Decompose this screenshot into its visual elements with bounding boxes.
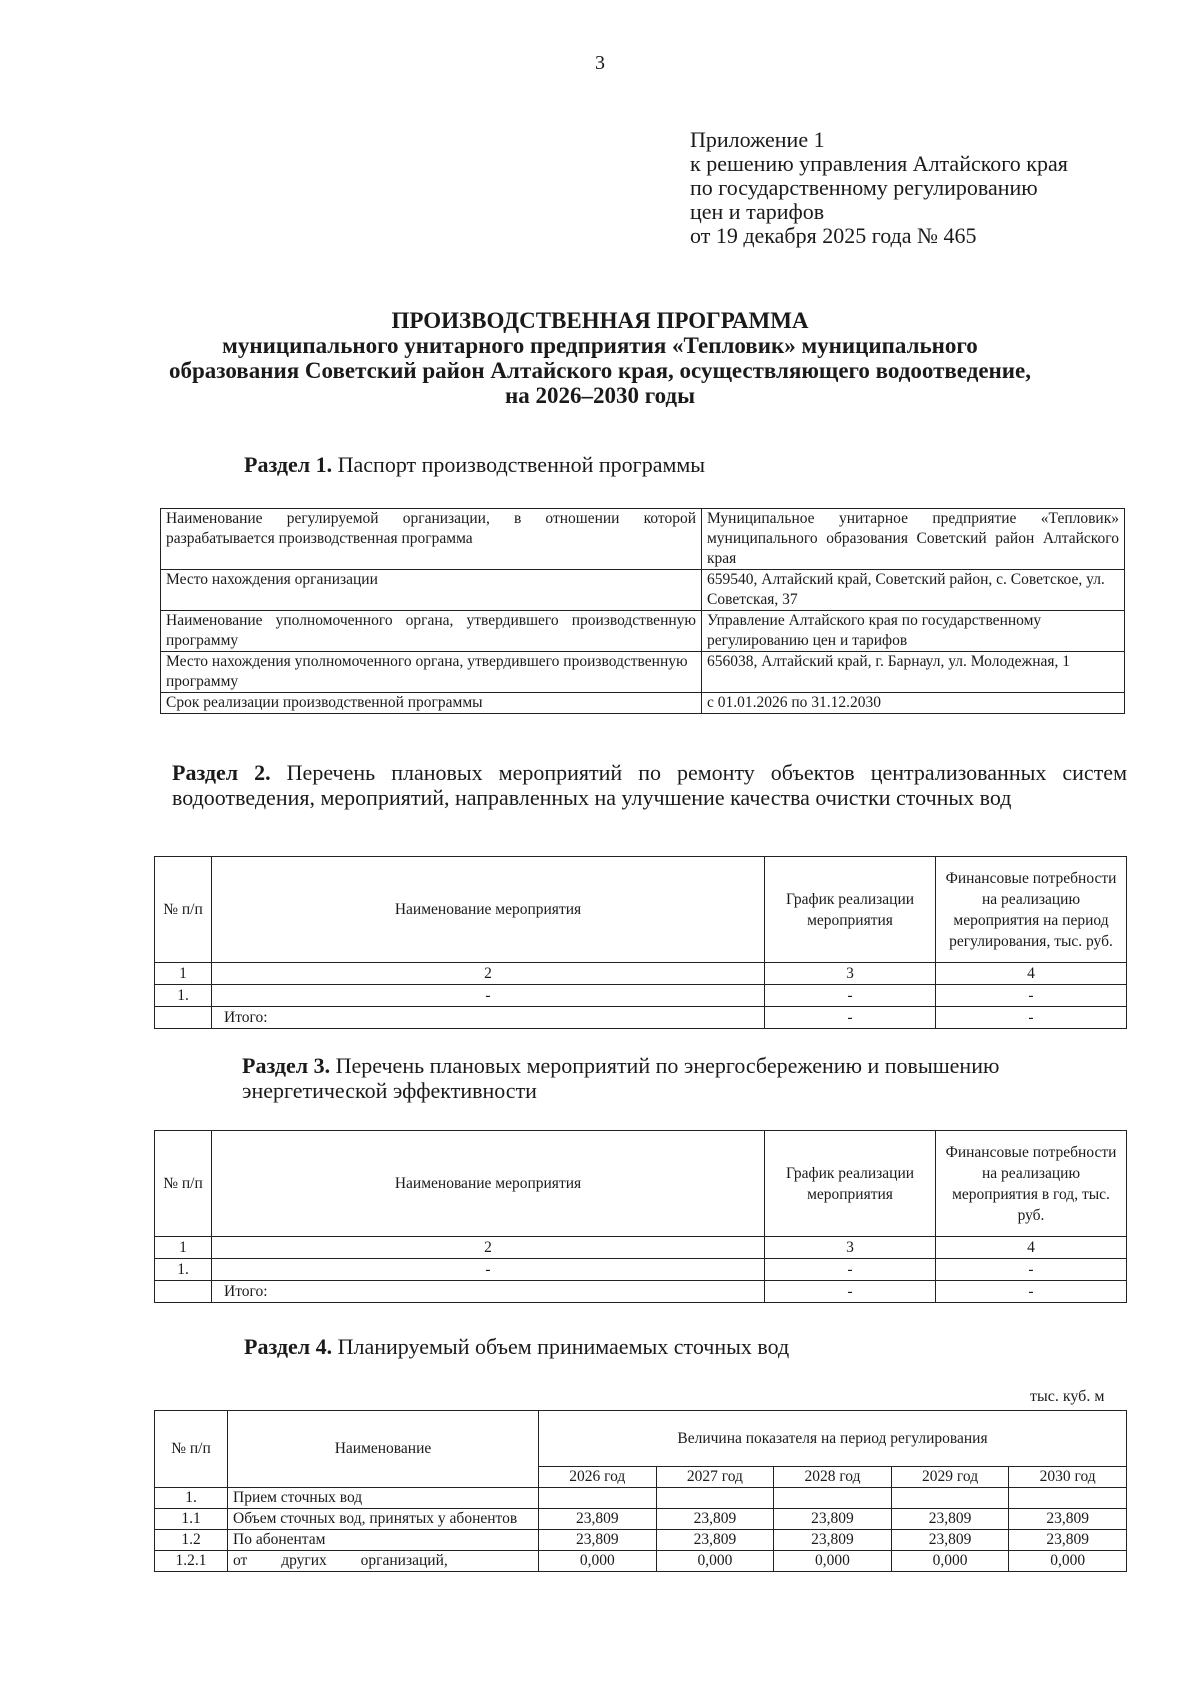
row-value: 23,809: [774, 1530, 892, 1551]
header-year: 2029 год: [891, 1467, 1009, 1488]
table-row: [161, 509, 1125, 570]
total-schedule: -: [765, 1007, 936, 1029]
title-line: ПРОИЗВОДСТВЕННАЯ ПРОГРАММА: [391, 308, 809, 333]
table-row: [161, 652, 1125, 693]
section4-text: Планируемый объем принимаемых сточных вод: [337, 1334, 790, 1359]
section1-text: Паспорт производственной программы: [337, 452, 706, 477]
section3-text: Перечень плановых мероприятий по энергосбережению и повышению энергетической эффективности: [242, 1053, 1000, 1103]
header-year: 2028 год: [774, 1467, 892, 1488]
index-cell: 4: [936, 1237, 1127, 1259]
row-name: от других организаций,: [228, 1551, 539, 1572]
page-number: 3: [595, 52, 605, 74]
row-schedule: -: [765, 985, 936, 1007]
index-cell: 3: [765, 963, 936, 985]
row-schedule: -: [765, 1259, 936, 1281]
index-cell: 1: [155, 963, 212, 985]
section2-text: Перечень плановых мероприятий по ремонту объектов централизованных систем водоотведения, мероприятий, направленных на улучшение качества очистки сточных вод: [172, 760, 1127, 810]
row-value: 0,000: [1009, 1551, 1127, 1572]
row-finance: -: [936, 985, 1127, 1007]
header-year: 2030 год: [1009, 1467, 1127, 1488]
passport-name-cell: Срок реализации производственной программы: [161, 693, 702, 714]
table-row: [155, 1488, 1127, 1509]
title-line: муниципального унитарного предприятия «Тепловик» муниципального: [222, 333, 978, 358]
table-total-row: [155, 1281, 1127, 1303]
table-row: [155, 1259, 1127, 1281]
row-value: 0,000: [539, 1551, 657, 1572]
row-finance: -: [936, 1259, 1127, 1281]
section4-heading: [244, 1334, 789, 1359]
section3-table: [154, 1130, 1127, 1303]
section3-heading: [172, 1053, 1127, 1103]
total-label: Итого:: [212, 1281, 765, 1303]
table-row: [155, 1551, 1127, 1572]
table-row: [161, 693, 1125, 714]
row-value: 23,809: [656, 1530, 774, 1551]
row-value: [1009, 1488, 1127, 1509]
title-line: образования Советский район Алтайского края, осуществляющего водоотведение,: [168, 358, 1032, 383]
row-num: 1.2: [155, 1530, 228, 1551]
passport-name-cell: Наименование регулируемой организации, в отношении которой разрабатывается производственная программа: [161, 509, 702, 570]
passport-value-cell: 659540, Алтайский край, Советский район, с. Советское, ул. Советская, 37: [702, 570, 1125, 611]
header-num: № п/п: [155, 1131, 212, 1237]
total-schedule: -: [765, 1281, 936, 1303]
index-cell: 3: [765, 1237, 936, 1259]
section3-label: Раздел 3.: [242, 1053, 331, 1078]
index-cell: 4: [936, 963, 1127, 985]
table-header-row: [155, 1131, 1127, 1237]
total-finance: -: [936, 1281, 1127, 1303]
row-value: 23,809: [539, 1509, 657, 1530]
table-total-row: [155, 1007, 1127, 1029]
header-name: Наименование: [228, 1411, 539, 1488]
row-value: 0,000: [774, 1551, 892, 1572]
header-schedule: График реализации мероприятия: [765, 1131, 936, 1237]
appendix-line: Приложение 1: [690, 127, 825, 152]
table-row: [155, 1237, 1127, 1259]
header-period: Величина показателя на период регулирования: [539, 1411, 1127, 1467]
passport-name-cell: Место нахождения организации: [161, 570, 702, 611]
row-value: [539, 1488, 657, 1509]
row-value: 23,809: [891, 1530, 1009, 1551]
table-row: [161, 570, 1125, 611]
passport-name-cell: Место нахождения уполномоченного органа, утвердившего производственную программу: [161, 652, 702, 693]
document-title: [100, 308, 1100, 408]
row-value: [656, 1488, 774, 1509]
section2-heading: [172, 760, 1127, 810]
index-cell: 1: [155, 1237, 212, 1259]
appendix-block: [690, 128, 1068, 248]
row-value: 23,809: [1009, 1509, 1127, 1530]
row-value: 23,809: [1009, 1530, 1127, 1551]
passport-value-cell: 656038, Алтайский край, г. Барнаул, ул. Молодежная, 1: [702, 652, 1125, 693]
row-value: 23,809: [774, 1509, 892, 1530]
appendix-line: к решению управления Алтайского края: [690, 151, 1068, 176]
table-row: [155, 963, 1127, 985]
row-name: -: [212, 1259, 765, 1281]
table-header-row: [155, 1411, 1127, 1467]
row-value: 23,809: [656, 1509, 774, 1530]
section4-table: [154, 1410, 1127, 1572]
table-row: [161, 611, 1125, 652]
header-year: 2027 год: [656, 1467, 774, 1488]
header-name: Наименование мероприятия: [212, 1131, 765, 1237]
row-num: 1.: [155, 985, 212, 1007]
row-name: Прием сточных вод: [228, 1488, 539, 1509]
row-name: Объем сточных вод, принятых у абонентов: [228, 1509, 539, 1530]
section2-table: [154, 856, 1127, 1029]
header-finance: Финансовые потребности на реализацию мероприятия на период регулирования, тыс. руб.: [936, 857, 1127, 963]
row-value: 23,809: [539, 1530, 657, 1551]
section4-label: Раздел 4.: [244, 1334, 333, 1359]
header-year: 2026 год: [539, 1467, 657, 1488]
appendix-line: от 19 декабря 2025 года № 465: [690, 223, 977, 248]
index-cell: 2: [212, 1237, 765, 1259]
row-name: -: [212, 985, 765, 1007]
appendix-line: цен и тарифов: [690, 199, 825, 224]
total-label: Итого:: [212, 1007, 765, 1029]
header-num: № п/п: [155, 857, 212, 963]
appendix-line: по государственному регулированию: [690, 175, 1038, 200]
unit-label: тыс. куб. м: [1030, 1388, 1105, 1405]
header-name: Наименование мероприятия: [212, 857, 765, 963]
total-num: [155, 1281, 212, 1303]
passport-name-cell: Наименование уполномоченного органа, утвердившего производственную программу: [161, 611, 702, 652]
passport-value-cell: с 01.01.2026 по 31.12.2030: [702, 693, 1125, 714]
total-num: [155, 1007, 212, 1029]
header-finance: Финансовые потребности на реализацию мероприятия в год, тыс. руб.: [936, 1131, 1127, 1237]
header-num: № п/п: [155, 1411, 228, 1488]
header-schedule: График реализации мероприятия: [765, 857, 936, 963]
section3-first-line: [172, 1053, 1127, 1103]
row-value: 0,000: [656, 1551, 774, 1572]
row-num: 1.: [155, 1259, 212, 1281]
row-name: По абонентам: [228, 1530, 539, 1551]
row-num: 1.2.1: [155, 1551, 228, 1572]
section1-label: Раздел 1.: [244, 452, 333, 477]
passport-table: [160, 508, 1125, 714]
index-cell: 2: [212, 963, 765, 985]
table-row: [155, 1530, 1127, 1551]
section1-heading: [244, 452, 705, 477]
row-value: [891, 1488, 1009, 1509]
total-finance: -: [936, 1007, 1127, 1029]
title-line: на 2026–2030 годы: [504, 383, 696, 408]
table-row: [155, 1509, 1127, 1530]
table-header-row: [155, 857, 1127, 963]
row-num: 1.: [155, 1488, 228, 1509]
section2-label: Раздел 2.: [172, 760, 271, 785]
table-row: [155, 985, 1127, 1007]
passport-value-cell: Управление Алтайского края по государственному регулированию цен и тарифов: [702, 611, 1125, 652]
passport-value-cell: Муниципальное унитарное предприятие «Тепловик» муниципального образования Советский район Алтайского края: [702, 509, 1125, 570]
row-value: [774, 1488, 892, 1509]
row-value: 23,809: [891, 1509, 1009, 1530]
row-value: 0,000: [891, 1551, 1009, 1572]
row-num: 1.1: [155, 1509, 228, 1530]
